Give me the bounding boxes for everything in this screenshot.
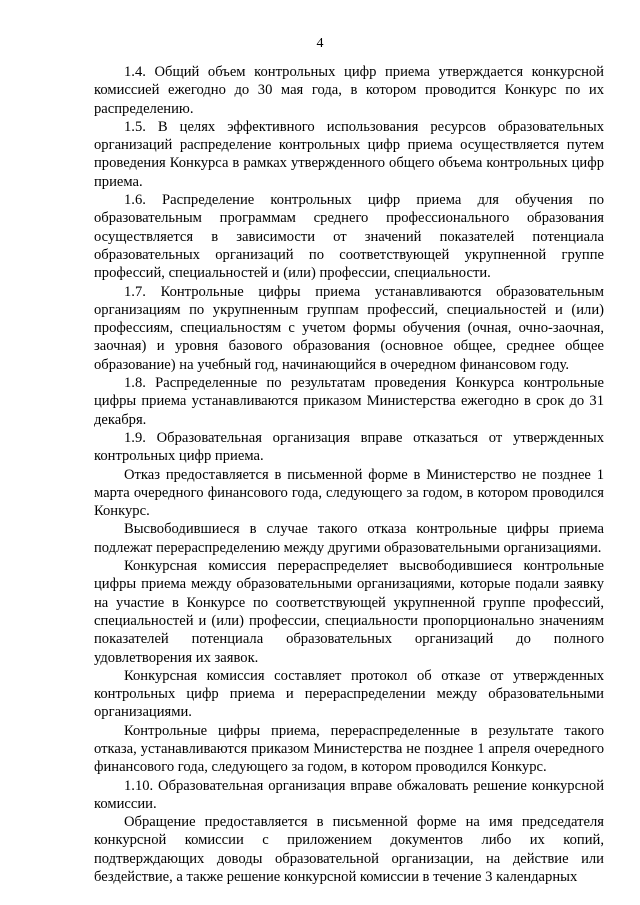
paragraph-1-8: 1.8. Распределенные по результатам проведения Конкурса контрольные цифры приема устанавливаются приказом Министерства ежегодно в срок до 31 декабря. bbox=[94, 375, 604, 428]
paragraph-1-10: 1.10. Образовательная организация вправе обжаловать решение конкурсной комиссии. bbox=[94, 777, 604, 812]
paragraph-protocol: Конкурсная комиссия составляет протокол об отказе от утвержденных контрольных цифр приема и перераспределении между образовательными организациями. bbox=[94, 667, 604, 721]
page-number: 4 bbox=[316, 36, 324, 51]
document-body bbox=[94, 63, 604, 886]
paragraph-1-4: 1.4. Общий объем контрольных цифр приема утверждается конкурсной комиссией ежегодно до 30 мая года, в котором проводится Конкурс по их распределению. bbox=[94, 64, 604, 117]
paragraph-refusal-deadline: Отказ предоставляется в письменной форме в Министерство не позднее 1 марта очередного финансового года, следующего за годом, в котором проводился Конкурс. bbox=[94, 466, 604, 520]
paragraph-1-9: 1.9. Образовательная организация вправе отказаться от утвержденных контрольных цифр приема. bbox=[94, 429, 604, 465]
paragraph-1-6: 1.6. Распределение контрольных цифр приема для обучения по образовательным программам среднего профессионального образования осуществляется в зависимости от значений показателей потенциала образовательных организаций по соответствующей укрупненной группе профессий, специальностей и (или) профессии, специальности. bbox=[94, 192, 604, 282]
paragraph-redistribution: Высвободившиеся в случае такого отказа контрольные цифры приема подлежат перераспределению между другими образовательными организациями. bbox=[94, 521, 604, 556]
paragraph-redistributed-figures: Контрольные цифры приема, перераспределенные в результате такого отказа, устанавливаются приказом Министерства не позднее 1 апреля очередного финансового года, следующего за годом, в котором проводился Конкурс. bbox=[94, 722, 604, 776]
paragraph-1-5: 1.5. В целях эффективного использования ресурсов образовательных организаций распределение контрольных цифр приема осуществляется путем проведения Конкурса в рамках утвержденного общего объема контрольных цифр приема. bbox=[94, 118, 604, 190]
paragraph-commission-redistributes: Конкурсная комиссия перераспределяет высвободившиеся контрольные цифры приема между образовательными организациями, которые подали заявку на участие в Конкурсе по соответствующей укрупненной группе профессий, специальностей и (или) профессии, специальности пропорционально значениям показателей потенциала образовательных организаций до полного удовлетворения их заявок. bbox=[94, 558, 604, 666]
paragraph-appeal: Обращение предоставляется в письменной форме на имя председателя конкурсной комиссии с приложением документов либо их копий, подтверждающих доводы образовательной организации, на действие или бездействие, а также решение конкурсной комиссии в течение 3 календарных bbox=[94, 814, 604, 886]
paragraph-1-7: 1.7. Контрольные цифры приема устанавливаются образовательным организациям по укрупненным группам профессий, специальностей и (или) профессиям, специальностям с учетом формы обучения (очная, очно-заочная, заочная) и уровня базового образования (основное общее, среднее общее образование) на учебный год, начинающийся в очередном финансовом году. bbox=[94, 283, 604, 373]
